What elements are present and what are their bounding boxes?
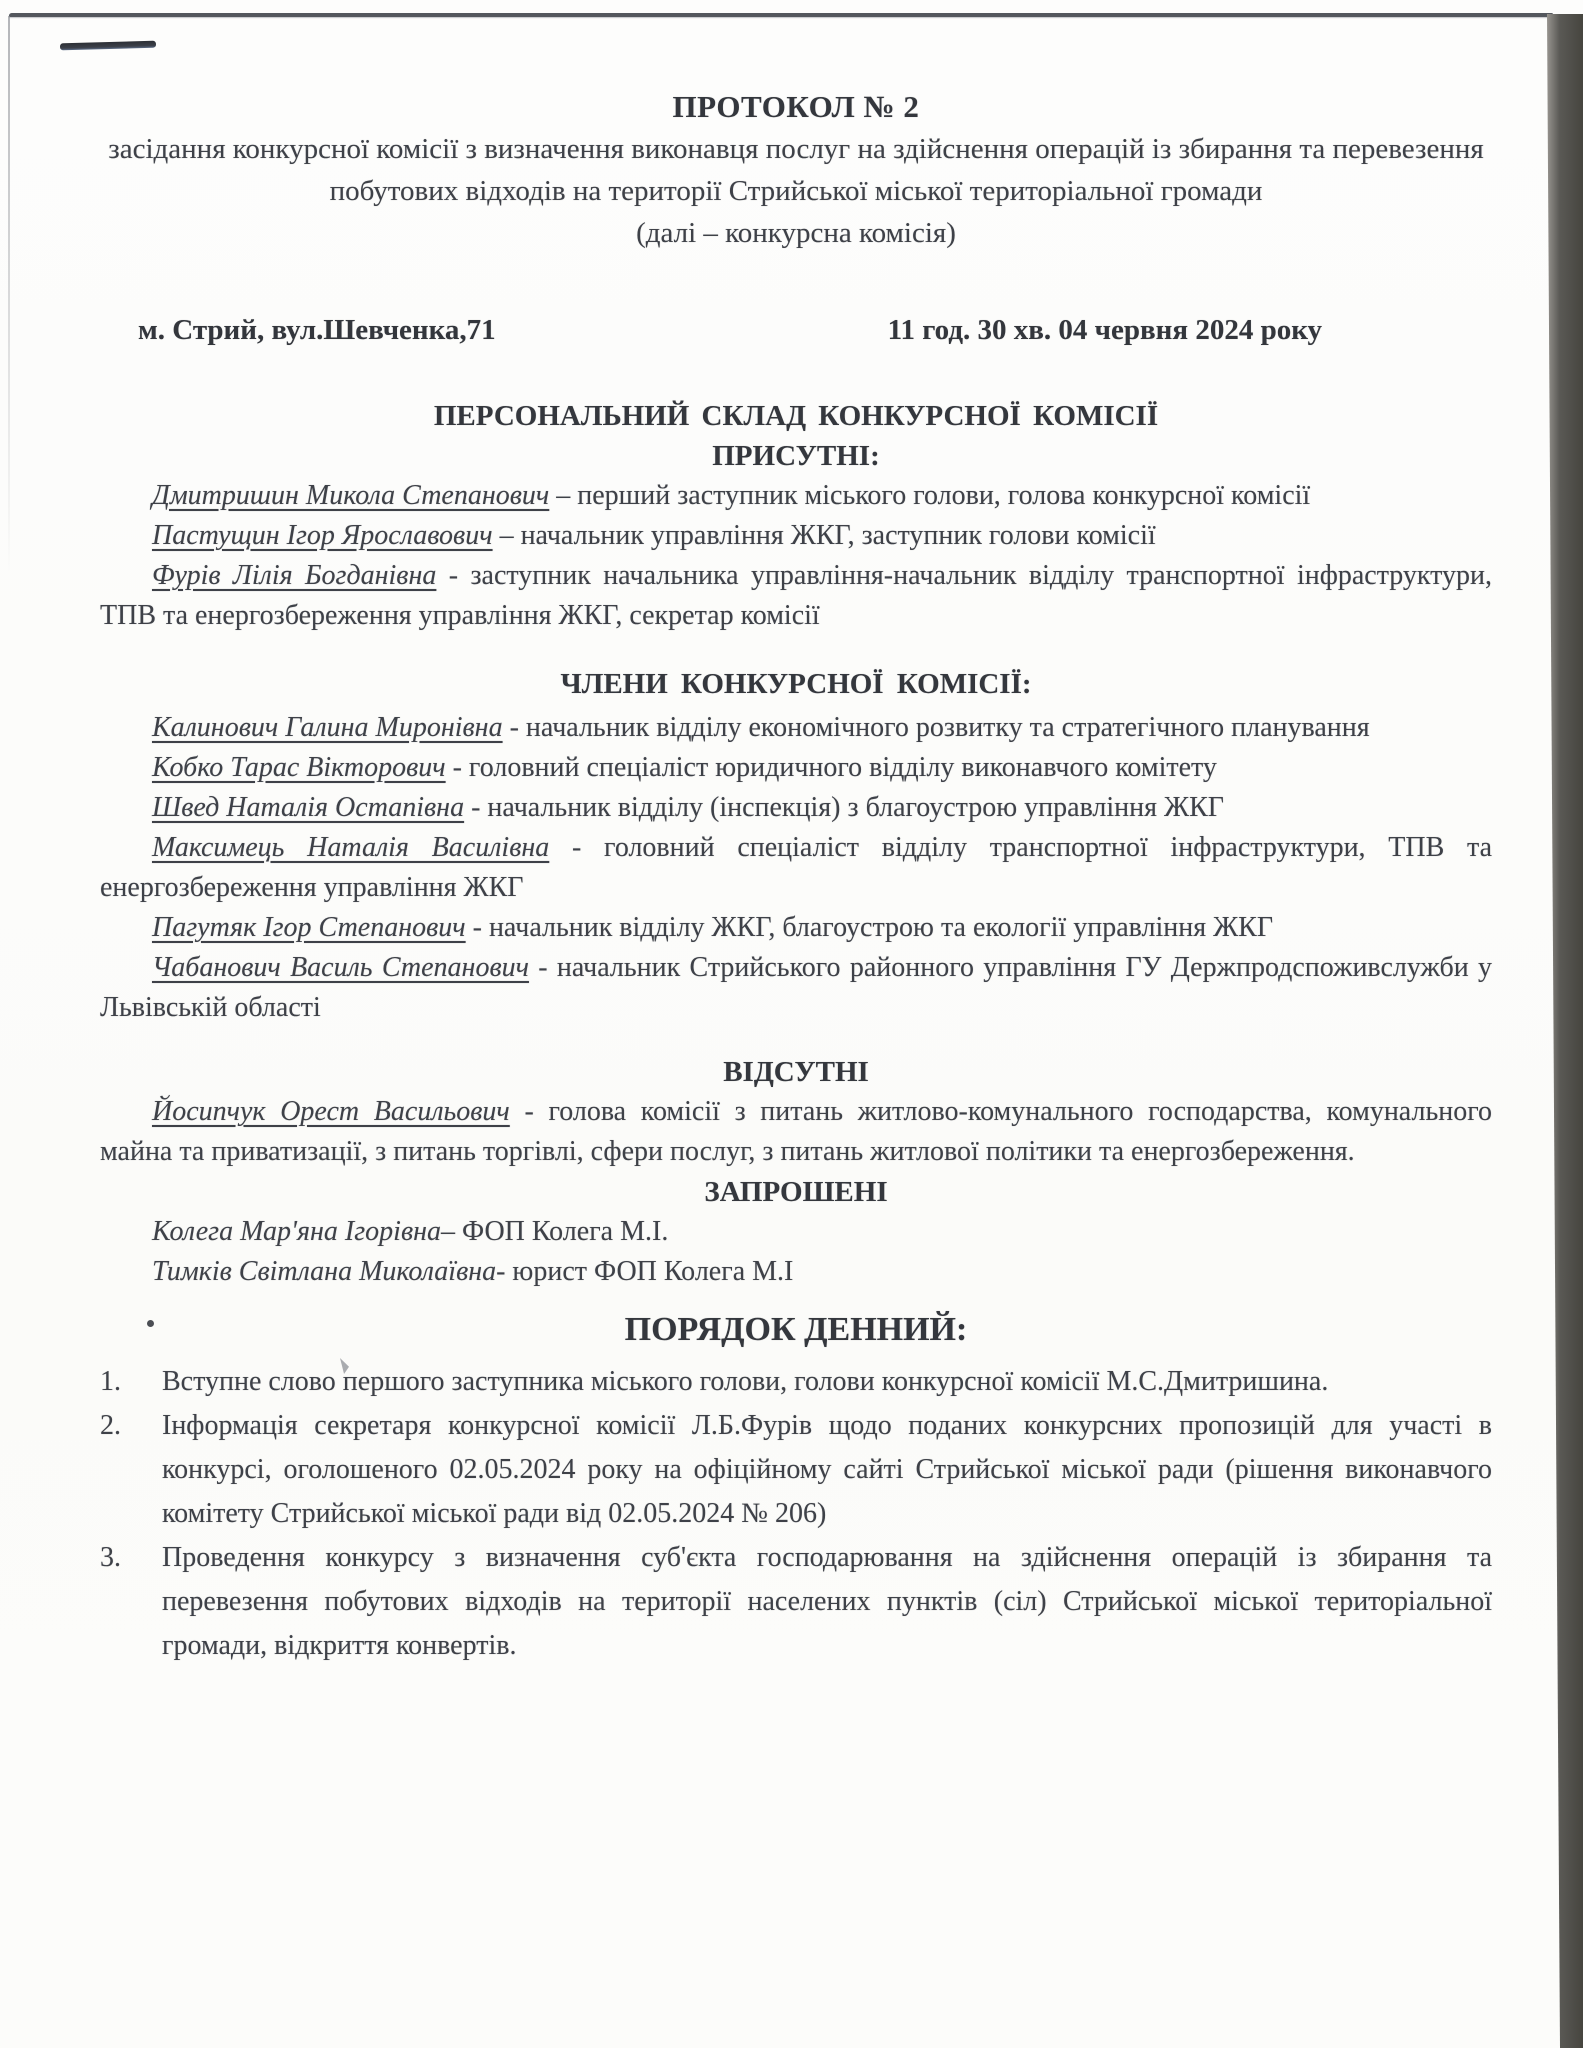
member-entry	[100, 948, 1492, 1028]
document-subtitle: засідання конкурсної комісії з визначення виконавця послуг на здійснення операцій із збирання та перевезення побутових відходів на території Стрийської міської територіальної громади	[108, 133, 1484, 207]
heading-present: ПРИСУТНІ:	[712, 440, 880, 472]
person-name: Чабанович Василь Степанович	[152, 952, 529, 983]
document-body	[100, 86, 1492, 1668]
scan-edge-shadow	[1547, 14, 1583, 2048]
member-entry	[100, 828, 1492, 908]
member-entry	[100, 748, 1492, 788]
person-name: Дмитришин Микола Степанович	[152, 480, 550, 511]
agenda-item-text: Проведення конкурсу з визначення суб'єкта господарювання на здійснення операцій із збирання та перевезення побутових відходів на території населених пунктів (сіл) Стрийської міської територіальної громади, відкриття конвертів.	[162, 1542, 1492, 1661]
marker-dash	[60, 41, 156, 51]
person-name: Фурів Лілія Богданівна	[152, 560, 437, 591]
member-entry	[100, 788, 1492, 828]
person-role: – перший заступник міського голови, голова конкурсної комісії	[556, 480, 1311, 511]
person-role: - начальник відділу економічного розвитку та стратегічного планування	[509, 712, 1370, 743]
present-entry	[100, 516, 1492, 556]
agenda-item-text: Вступне слово першого заступника міського голови, голови конкурсної комісії М.С.Дмитришина.	[162, 1366, 1329, 1397]
agenda-item-number: 2.	[100, 1410, 121, 1441]
person-name: Калинович Галина Миронівна	[152, 712, 503, 743]
members-group	[100, 708, 1492, 1028]
page-top-border	[9, 13, 1553, 17]
person-role: - заступник начальника управління-начальник відділу транспортної інфраструктури, ТПВ та енергозбереження управління ЖКГ, секретар комісії	[100, 560, 1492, 631]
present-entry	[100, 476, 1492, 516]
document-title: ПРОТОКОЛ № 2	[672, 89, 920, 124]
heading-members: ЧЛЕНИ КОНКУРСНОЇ КОМІСІЇ:	[560, 668, 1032, 700]
person-role: - начальник відділу ЖКГ, благоустрою та екології управління ЖКГ	[472, 912, 1274, 943]
person-role: – ФОП Колега М.І.	[440, 1216, 669, 1247]
person-name: Швед Наталія Остапівна	[152, 792, 465, 823]
meeting-datetime: 11 год. 30 хв. 04 червня 2024 року	[887, 314, 1322, 346]
person-role: – начальник управління ЖКГ, заступник голови комісії	[499, 520, 1156, 551]
heading-agenda: ПОРЯДОК ДЕННИЙ:	[624, 1311, 968, 1348]
present-entry	[100, 556, 1492, 636]
person-role: - начальник відділу (інспекція) з благоустрою управління ЖКГ	[471, 792, 1224, 823]
person-name: Йосипчук Орест Васильович	[152, 1096, 510, 1127]
heading-absent: ВІДСУТНІ	[723, 1056, 869, 1088]
person-name: Кобко Тарас Вікторович	[152, 752, 446, 783]
agenda-item	[100, 1360, 1492, 1404]
person-name: Пастущин Ігор Ярославович	[152, 520, 493, 551]
agenda-item	[100, 1536, 1492, 1668]
person-role: - головний спеціаліст відділу транспортної інфраструктури, ТПВ та енергозбереження управління ЖКГ	[100, 832, 1493, 903]
person-name: Колега Мар'яна Ігорівна	[152, 1216, 441, 1247]
person-role: - юрист ФОП Колега М.І	[496, 1256, 794, 1287]
agenda-item-number: 1.	[100, 1366, 121, 1397]
meta-row	[100, 310, 1492, 350]
member-entry	[100, 708, 1492, 748]
person-role: - начальник Стрийського районного управління ГУ Держпродспоживслужби у Львівській області	[100, 952, 1493, 1023]
person-role: - головний спеціаліст юридичного відділу виконавчого комітету	[452, 752, 1217, 783]
person-name: Максимець Наталія Василівна	[152, 832, 550, 863]
person-name: Тимків Світлана Миколаївна	[152, 1256, 497, 1287]
heading-composition: ПЕРСОНАЛЬНИЙ СКЛАД КОНКУРСНОЇ КОМІСІЇ	[433, 400, 1159, 432]
absent-entry	[100, 1092, 1492, 1172]
person-role: - голова комісії з питань житлово-комунального господарства, комунального майна та приватизації, з питань торгівлі, сфери послуг, з питань житлової політики та енергозбереження.	[100, 1096, 1492, 1167]
invited-entry	[100, 1212, 1492, 1252]
person-name: Пагутяк Ігор Степанович	[152, 912, 466, 943]
member-entry	[100, 908, 1492, 948]
invited-entry	[100, 1252, 1492, 1292]
document-subtitle-note: (далі – конкурсна комісія)	[636, 217, 956, 249]
agenda-list	[100, 1360, 1492, 1668]
heading-invited: ЗАПРОШЕНІ	[704, 1176, 888, 1208]
page-left-edge	[8, 16, 10, 576]
meeting-place: м. Стрий, вул.Шевченка,71	[138, 314, 496, 346]
agenda-item-number: 3.	[100, 1542, 121, 1573]
agenda-item	[100, 1404, 1492, 1536]
agenda-item-text: Інформація секретаря конкурсної комісії Л.Б.Фурів щодо поданих конкурсних пропозицій для участі в конкурсі, оголошеного 02.05.2024 року на офіційному сайті Стрийської міської ради (рішення виконавчого комітету Стрийської міської ради від 02.05.2024 № 206)	[162, 1410, 1492, 1529]
